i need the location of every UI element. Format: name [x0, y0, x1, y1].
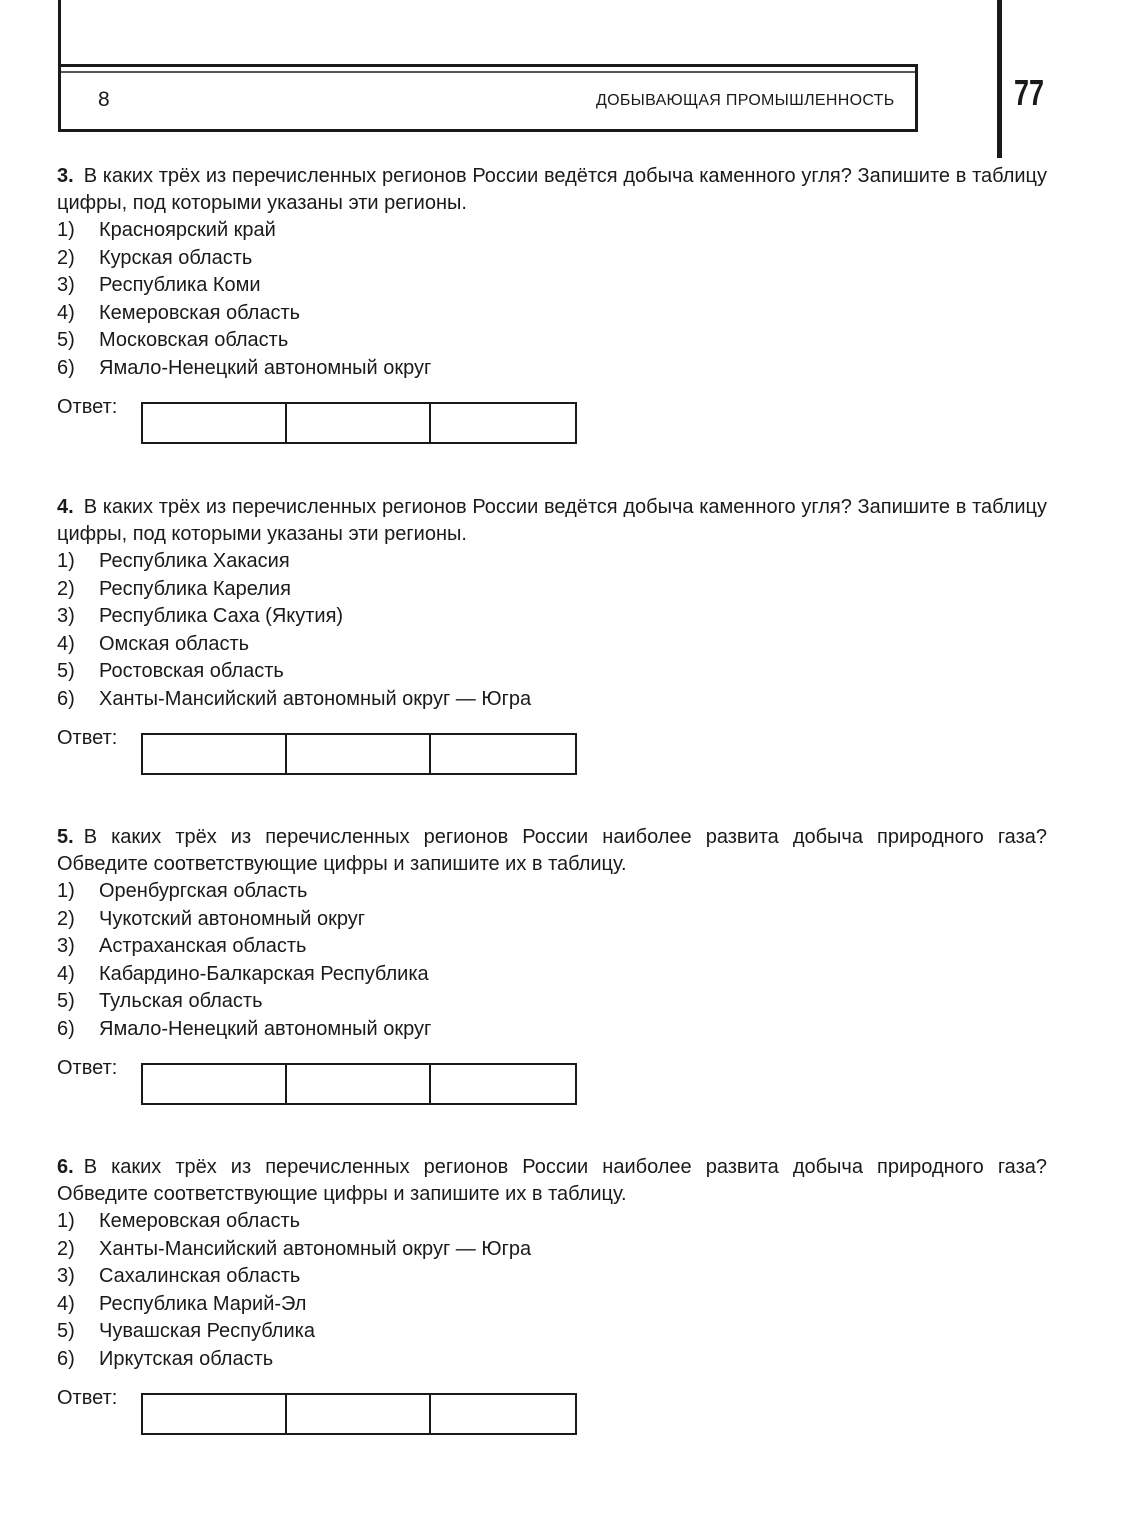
- option-text: Ханты-Мансийский автономный округ — Югра: [99, 687, 532, 710]
- list-item: [57, 548, 1047, 576]
- answer-cell-2[interactable]: [287, 1065, 431, 1103]
- list-item: [57, 961, 1047, 989]
- option-number: 1): [57, 550, 75, 572]
- task-4: [57, 494, 1047, 777]
- list-item: [57, 272, 1047, 300]
- option-number: 1): [57, 880, 75, 902]
- list-item: [57, 355, 1047, 383]
- option-number: 5): [57, 990, 75, 1012]
- option-text: Чукотский автономный округ: [99, 907, 366, 930]
- page-number: 77: [1014, 72, 1045, 113]
- chapter-title: ДОБЫВАЮЩАЯ ПРОМЫШЛЕННОСТЬ: [596, 92, 895, 109]
- option-number: 2): [57, 577, 75, 600]
- task-number: 3.: [57, 165, 74, 187]
- task-question: [57, 824, 1047, 878]
- list-item: [57, 878, 1047, 906]
- option-number: 4): [57, 632, 75, 655]
- task-question-text: В каких трёх из перечисленных регионов России ведётся добыча каменного угля? Запишите в таблицу цифры, под которыми указаны эти регионы.: [57, 165, 1047, 214]
- option-text: Ханты-Мансийский автономный округ — Югра: [99, 1237, 532, 1260]
- answer-label: Ответ:: [57, 727, 118, 749]
- option-text: Ямало-Ненецкий автономный округ: [99, 1017, 432, 1040]
- list-item: [57, 1263, 1047, 1291]
- answer-row: [57, 396, 1047, 446]
- option-text: Кемеровская область: [99, 301, 301, 324]
- answer-cell-3[interactable]: [431, 1065, 575, 1103]
- task-number: 5.: [57, 826, 74, 848]
- task-question-text: В каких трёх из перечисленных регионов России наиболее развита добыча природного газа? Обведите соответствующие цифры и запишите их в таблицу.: [57, 826, 1047, 875]
- answer-label: Ответ:: [57, 1387, 118, 1409]
- answer-label: Ответ:: [57, 396, 118, 418]
- list-item: [57, 327, 1047, 355]
- option-text: Республика Саха (Якутия): [99, 605, 344, 627]
- answer-table: [141, 1063, 577, 1105]
- list-item: [57, 933, 1047, 961]
- option-text: Красноярский край: [99, 219, 276, 241]
- option-number: 4): [57, 301, 75, 324]
- answer-cell-3[interactable]: [431, 404, 575, 442]
- answer-table: [141, 402, 577, 444]
- list-item: [57, 906, 1047, 934]
- list-item: [57, 576, 1047, 604]
- option-text: Сахалинская область: [99, 1265, 301, 1287]
- option-number: 4): [57, 1292, 75, 1315]
- list-item: [57, 658, 1047, 686]
- list-item: [57, 1016, 1047, 1044]
- option-text: Республика Карелия: [99, 577, 291, 600]
- option-number: 2): [57, 907, 75, 930]
- answer-cell-2[interactable]: [287, 1395, 431, 1433]
- option-number: 6): [57, 1017, 75, 1040]
- task-number: 4.: [57, 496, 74, 518]
- list-item: [57, 1208, 1047, 1236]
- option-number: 2): [57, 246, 75, 269]
- option-text: Ямало-Ненецкий автономный округ: [99, 356, 432, 379]
- answer-table: [141, 733, 577, 775]
- option-text: Курская область: [99, 246, 253, 269]
- header-right-rule: [997, 0, 1002, 158]
- task-question: [57, 163, 1047, 217]
- list-item: [57, 300, 1047, 328]
- task-5: [57, 824, 1047, 1107]
- options-list: [57, 878, 1047, 1043]
- option-number: 6): [57, 687, 75, 710]
- list-item: [57, 1291, 1047, 1319]
- list-item: [57, 1318, 1047, 1346]
- answer-cell-2[interactable]: [287, 735, 431, 773]
- option-text: Московская область: [99, 329, 289, 351]
- option-number: 1): [57, 219, 75, 241]
- list-item: [57, 631, 1047, 659]
- answer-cell-1[interactable]: [143, 735, 287, 773]
- answer-table: [141, 1393, 577, 1435]
- option-text: Тульская область: [99, 990, 263, 1012]
- task-question-text: В каких трёх из перечисленных регионов России наиболее развита добыча природного газа? Обведите соответствующие цифры и запишите их в таблицу.: [57, 1156, 1047, 1205]
- option-number: 4): [57, 962, 75, 985]
- header-left-rule: [58, 0, 61, 70]
- options-list: [57, 1208, 1047, 1373]
- task-3: [57, 163, 1047, 446]
- option-text: Оренбургская область: [99, 880, 308, 902]
- option-text: Кабардино-Балкарская Республика: [99, 962, 429, 985]
- option-number: 2): [57, 1237, 75, 1260]
- answer-row: [57, 1387, 1047, 1437]
- option-number: 5): [57, 329, 75, 351]
- list-item: [57, 1236, 1047, 1264]
- options-list: [57, 217, 1047, 382]
- answer-cell-1[interactable]: [143, 404, 287, 442]
- option-text: Кемеровская область: [99, 1210, 301, 1232]
- option-number: 6): [57, 356, 75, 379]
- option-number: 6): [57, 1347, 75, 1370]
- option-text: Астраханская область: [99, 935, 307, 957]
- option-text: Омская область: [99, 632, 250, 655]
- answer-cell-2[interactable]: [287, 404, 431, 442]
- list-item: [57, 245, 1047, 273]
- answer-cell-3[interactable]: [431, 735, 575, 773]
- option-text: Республика Марий-Эл: [99, 1292, 307, 1315]
- list-item: [57, 603, 1047, 631]
- option-number: 3): [57, 935, 75, 957]
- option-text: Республика Хакасия: [99, 550, 290, 572]
- option-number: 1): [57, 1210, 75, 1232]
- answer-row: [57, 1057, 1047, 1107]
- task-question: [57, 1154, 1047, 1208]
- option-number: 3): [57, 274, 75, 296]
- answer-cell-1[interactable]: [143, 1395, 287, 1433]
- list-item: [57, 217, 1047, 245]
- answer-cell-3[interactable]: [431, 1395, 575, 1433]
- options-list: [57, 548, 1047, 713]
- option-text: Иркутская область: [99, 1347, 274, 1370]
- task-question-text: В каких трёх из перечисленных регионов России ведётся добыча каменного угля? Запишите в таблицу цифры, под которыми указаны эти регионы.: [57, 496, 1047, 545]
- option-number: 5): [57, 660, 75, 682]
- list-item: [57, 1346, 1047, 1374]
- option-text: Чувашская Республика: [99, 1320, 315, 1342]
- task-question: [57, 494, 1047, 548]
- list-item: [57, 988, 1047, 1016]
- option-number: 3): [57, 1265, 75, 1287]
- option-text: Ростовская область: [99, 660, 284, 682]
- option-number: 3): [57, 605, 75, 627]
- list-item: [57, 686, 1047, 714]
- task-number: 6.: [57, 1156, 74, 1178]
- option-number: 5): [57, 1320, 75, 1342]
- option-text: Республика Коми: [99, 274, 261, 296]
- answer-cell-1[interactable]: [143, 1065, 287, 1103]
- answer-label: Ответ:: [57, 1057, 118, 1079]
- answer-row: [57, 727, 1047, 777]
- chapter-number: 8: [98, 88, 110, 111]
- task-6: [57, 1154, 1047, 1437]
